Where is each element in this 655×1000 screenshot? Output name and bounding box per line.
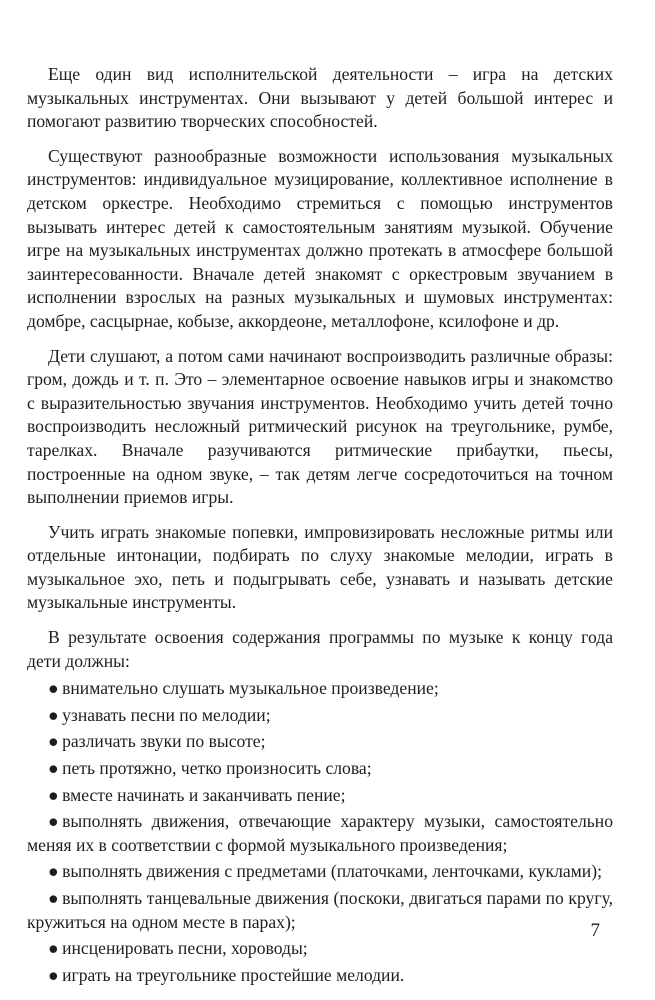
list-item (27, 677, 613, 701)
list-item-text: выполнять танцевальные движения (поскоки, двигаться парами по кругу, кружиться на одном месте в парах); (27, 888, 613, 932)
bullet-icon: ● (48, 731, 59, 752)
bullet-icon: ● (48, 811, 59, 832)
bullet-icon: ● (48, 704, 59, 725)
list-item-text: петь протяжно, четко произносить слова; (62, 758, 372, 779)
paragraph-children-listen: Дети слушают, а потом сами начинают воспроизводить различные образы: гром, дождь и т. п. Это – элементарное освоение навыков игры и знакомство с выразительностью звучания инструментов. Необходимо учить детей точно воспроизводить несложный ритмический рисунок на треугольнике, румбе, тарелках. Вначале разучиваются ритмические прибаутки, пьесы, построенные на одном звуке, – так детям легче сосредоточиться на точном выполнении приемов игры. (27, 345, 613, 508)
list-item (27, 730, 613, 754)
bullet-icon: ● (48, 964, 59, 985)
list-item-text: выполнять движения, отвечающие характеру музыки, самостоятельно меняя их в соответствии с формой музыкального произведения; (27, 811, 613, 855)
bullet-icon: ● (48, 758, 59, 779)
paragraph-results-intro: В результате освоения содержания программы по музыке к концу года дети должны: (27, 627, 613, 671)
list-item (27, 810, 613, 857)
list-item (27, 887, 613, 934)
list-item-text: узнавать песни по мелодии; (62, 704, 271, 725)
bullet-icon: ● (48, 678, 59, 699)
list-item-text: различать звуки по высоте; (62, 731, 266, 752)
body-text (27, 63, 613, 990)
list-item-text: играть на треугольнике простейшие мелодии. (62, 964, 405, 985)
bullet-icon: ● (48, 861, 59, 882)
bullet-icon: ● (48, 784, 59, 805)
list-item-text: выполнять движения с предметами (платочками, ленточками, куклами); (62, 861, 602, 882)
list-item-text: внимательно слушать музыкальное произведение; (62, 678, 439, 699)
list-item-text: инсценировать песни, хороводы; (62, 938, 308, 959)
paragraph-instrument-usage: Существуют разнообразные возможности использования музыкальных инструментов: индивидуальное музицирование, коллективное исполнение в детском оркестре. Необходимо стремиться с помощью инструментов вызывать интерес детей к самостоятельным занятиям музыкой. Обучение игре на музыкальных инструментах должно протекать в атмосфере большой заинтересованности. Вначале детей знакомят с оркестровым звучанием в исполнении взрослых на разных музыкальных и шумовых инструментах: домбре, сасцырнае, кобызе, аккордеоне, металлофоне, ксилофоне и др. (27, 145, 613, 331)
bullet-icon: ● (48, 888, 59, 908)
paragraph-instruments-intro: Еще один вид исполнительской деятельности – игра на детских музыкальных инструментах. Они вызывают у детей большой интерес и помогают развитию творческих способностей. (27, 64, 613, 132)
list-item (27, 860, 613, 884)
page-number: 7 (590, 920, 600, 941)
list-item (27, 937, 613, 961)
outcomes-list (27, 677, 613, 987)
bullet-icon: ● (48, 938, 59, 959)
list-item (27, 964, 613, 988)
list-item (27, 757, 613, 781)
list-item-text: вместе начинать и заканчивать пение; (62, 784, 346, 805)
list-item (27, 784, 613, 808)
paragraph-teach-play: Учить играть знакомые попевки, импровизировать несложные ритмы или отдельные интонации, подбирать по слуху знакомые мелодии, играть в музыкальное эхо, петь и подыгрывать себе, узнавать и называть детские музыкальные инструменты. (27, 521, 613, 613)
list-item (27, 704, 613, 728)
